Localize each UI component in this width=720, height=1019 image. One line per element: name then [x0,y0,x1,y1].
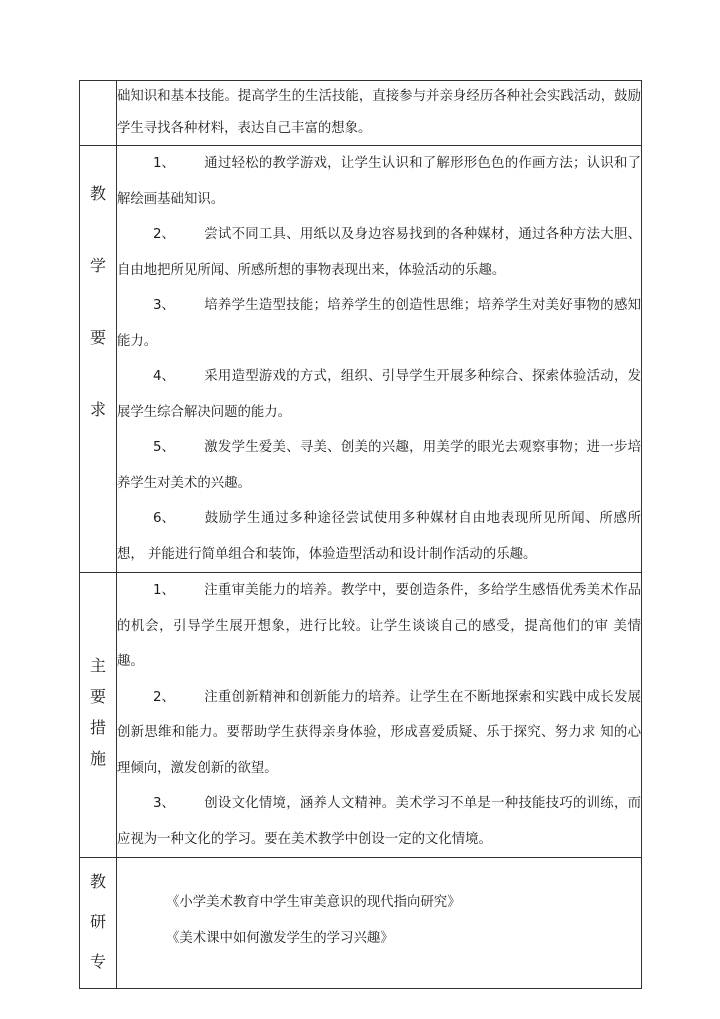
continuation-content-cell [117,81,642,146]
label-char: 教 [89,184,106,203]
item-number: 1、 [153,583,175,598]
label-char: 专 [89,952,106,971]
continuation-row [80,81,642,146]
item-text: 培养学生造型技能；培养学生的创造性思维；培养学生对美好事物的感知 能力。 [117,298,641,349]
measure-item [117,786,641,857]
requirement-item [117,359,641,430]
main-measures-content [117,573,642,858]
item-number: 6、 [153,511,175,526]
label-char: 教 [89,872,106,891]
item-number: 2、 [153,227,175,242]
teaching-requirements-row [80,146,642,573]
item-number: 2、 [153,689,175,705]
label-char: 研 [89,912,106,931]
measure-item [117,573,641,680]
main-measures-row [80,573,642,858]
item-text: 鼓励学生通过多种途径尝试使用多种媒材自由地表现所见所闻、所感所想， 并能进行简单组合和装饰，体验造型活动和设计制作活动的乐趣。 [117,511,641,562]
item-number: 4、 [153,369,175,384]
item-number: 5、 [153,440,175,455]
item-text: 采用造型游戏的方式，组织、引导学生开展多种综合、探索体验活动，发 展学生综合解决问题的能力。 [117,369,641,420]
continuation-text: 础知识和基本技能。提高学生的生活技能，直接参与并亲身经历各种社会实践活动，鼓励学生寻找各种材料，表达自己丰富的想象。 [117,89,641,136]
research-topics-row [80,858,642,989]
plan-table [79,80,642,989]
label-char: 学 [89,256,106,275]
requirement-item [117,288,641,359]
item-text: 创设文化情境，涵养人文精神。美术学习不单是一种技能技巧的训练，而 应视为一种文化的学习。要在美术教学中创设一定的文化情境。 [117,796,641,847]
item-text: 激发学生爱美、寻美、创美的兴趣，用美学的眼光去观察事物；进一步培 养学生对美术的兴趣。 [117,440,641,491]
label-char: 主 [89,656,106,675]
item-text: 通过轻松的教学游戏，让学生认识和了解形形色色的作画方法；认识和了 解绘画基础知识。 [117,156,641,207]
item-text: 注重审美能力的培养。教学中，要创造条件，多给学生感悟优秀美术作品 的机会，引导学生展开想象，进行比较。让学生谈谈自己的感受，提高他们的审 美情趣。 [117,583,641,669]
label-char: 施 [89,749,106,768]
label-char: 要 [89,328,106,347]
research-topics-label [80,858,117,989]
teaching-requirements-content [117,146,642,573]
requirement-item [117,430,641,501]
label-char: 要 [89,687,106,706]
item-text: 注重创新精神和创新能力的培养。让学生在不断地探索和实践中成长发展 创新思维和能力。要帮助学生获得亲身体验，形成喜爱质疑、乐于探究、努力求 知的心理倾向，激发创新的欲望。 [117,689,641,776]
main-measures-label [80,573,117,858]
research-topic: 《小学美术教育中学生审美意识的现代指向研究》 [166,895,461,910]
measure-item [117,680,641,787]
label-char: 求 [89,400,106,419]
requirement-item [117,217,641,288]
item-number: 3、 [153,298,175,313]
item-number: 1、 [153,156,175,171]
research-topic: 《美术课中如何激发学生的学习兴趣》 [166,931,394,946]
research-topics-content [117,858,642,989]
teaching-requirements-label [80,146,117,573]
requirement-item [117,501,641,572]
item-number: 3、 [153,796,175,811]
label-char: 措 [89,718,106,737]
item-text: 尝试不同工具、用纸以及身边容易找到的各种媒材，通过各种方法大胆、 自由地把所见所闻、所感所想的事物表现出来，体验活动的乐趣。 [117,227,641,278]
requirement-item [117,146,641,217]
continuation-label-cell [80,81,117,146]
